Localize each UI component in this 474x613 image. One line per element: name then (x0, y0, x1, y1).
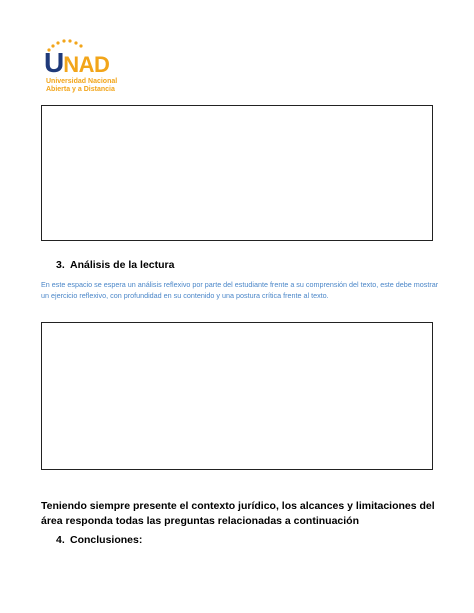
answer-box-analisis[interactable] (41, 322, 433, 470)
section-3-title: Análisis de la lectura (70, 259, 175, 271)
general-instruction: Teniendo siempre presente el contexto jurídico, los alcances y limitaciones del área responda todas las preguntas relacionadas a continuación (41, 500, 435, 527)
section-3-instructions: En este espacio se espera un análisis reflexivo por parte del estudiante frente a su comprensión del texto, este debe mostrar un ejercicio reflexivo, con profundidad en su contenido y una postura crítica frente al texto. (41, 280, 439, 300)
logo-wordmark (44, 47, 109, 77)
logo-university-name-line1: Universidad Nacional (46, 78, 118, 85)
logo-letters-nad: NAD (63, 52, 110, 77)
answer-box-previous[interactable] (41, 105, 433, 241)
section-3-heading (56, 259, 174, 271)
section-4-number: 4. (56, 534, 65, 546)
unad-logo (44, 38, 134, 94)
section-4-title: Conclusiones: (70, 534, 143, 546)
logo-letter-u: U (44, 47, 64, 78)
section-3-number: 3. (56, 259, 65, 271)
section-4-heading (56, 534, 142, 546)
logo-university-name-line2: Abierta y a Distancia (46, 86, 115, 93)
